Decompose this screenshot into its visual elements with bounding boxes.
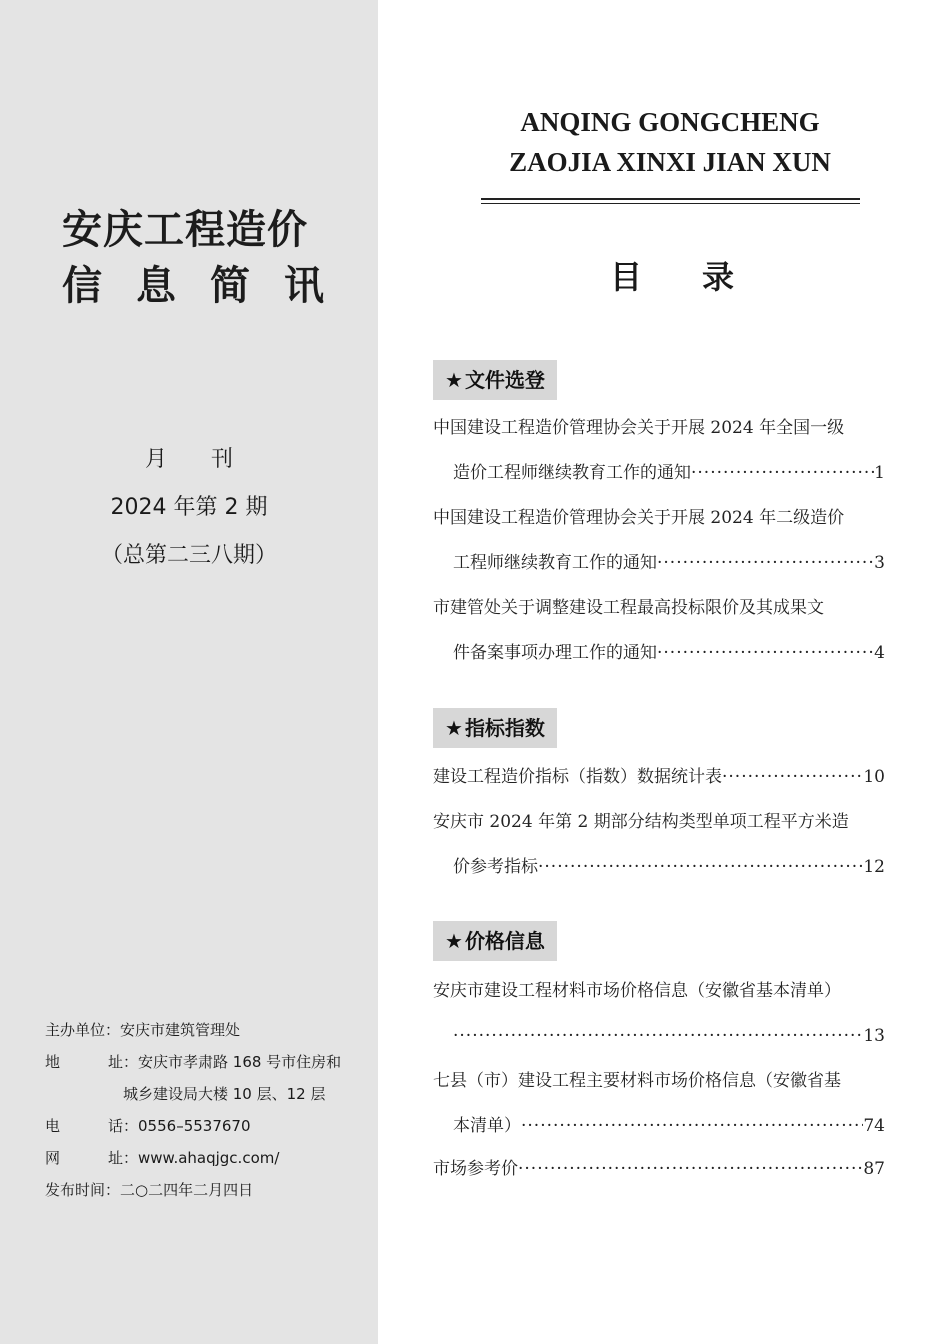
phone-value: 0556–5537670: [138, 1117, 251, 1135]
section-header-prices: ★ 价格信息: [433, 921, 557, 961]
toc-entry[interactable]: 七县（市）建设工程主要材料市场价格信息（安徽省基 本清单） ····· 74: [433, 1069, 885, 1159]
toc-entry[interactable]: 市场参考价 ····· 87: [433, 1157, 885, 1202]
page-number: 4: [874, 643, 885, 663]
address-value-line2: 城乡建设局大楼 10 层、12 层: [123, 1085, 326, 1103]
phone-label: 电 话: [45, 1117, 123, 1135]
page-number: 10: [863, 767, 885, 787]
page-number: 74: [863, 1116, 885, 1136]
toc-entry[interactable]: 中国建设工程造价管理协会关于开展 2024 年二级造价 工程师继续教育工作的通知 ····· 3: [433, 506, 885, 596]
organizer-value: 安庆市建筑管理处: [120, 1021, 241, 1039]
magazine-title-line2: 信 息 简 讯: [62, 263, 324, 309]
section-header-indicators: ★ 指标指数: [433, 708, 557, 748]
page-number: 87: [863, 1159, 885, 1179]
phone-row: 电 话 ： 0556–5537670: [45, 1110, 375, 1142]
organizer-label: 主办单位: [45, 1021, 106, 1039]
publish-date-value: 二○二四年二月四日: [120, 1181, 254, 1199]
website-label: 网 址: [45, 1149, 123, 1167]
star-icon: ★: [445, 929, 463, 953]
toc-entry[interactable]: 安庆市 2024 年第 2 期部分结构类型单项工程平方米造 价参考指标 ····· 12: [433, 810, 885, 900]
address-row-continued: [45, 1078, 375, 1110]
toc-entry[interactable]: 安庆市建设工程材料市场价格信息（安徽省基本清单） ····· 13: [433, 979, 885, 1069]
divider-thick: [481, 198, 860, 200]
english-title: [470, 102, 870, 182]
publication-frequency: 月 刊: [144, 447, 234, 472]
website-value: www.ahaqjgc.com/: [138, 1149, 280, 1167]
publish-date-row: 发布时间 ： 二○二四年二月四日: [45, 1174, 375, 1206]
page-number: 1: [874, 463, 885, 483]
address-value-line1: 安庆市孝肃路 168 号市住房和: [138, 1053, 342, 1071]
total-issue-number: （总第二三八期）: [100, 543, 277, 568]
magazine-title-line1: 安庆工程造价: [62, 207, 308, 253]
divider-thin: [481, 203, 860, 204]
address-row: 地 址 ： 安庆市孝肃路 168 号市住房和: [45, 1046, 375, 1078]
toc-entry[interactable]: 建设工程造价指标（指数）数据统计表 ····· 10: [433, 765, 885, 810]
page-number: 12: [863, 857, 885, 877]
publisher-info: [45, 1014, 375, 1206]
organizer-row: 主办单位 ： 安庆市建筑管理处: [45, 1014, 375, 1046]
page-number: 3: [874, 553, 885, 573]
toc-entry[interactable]: 市建管处关于调整建设工程最高投标限价及其成果文 件备案事项办理工作的通知 ····· 4: [433, 596, 885, 686]
toc-title: 目 录: [610, 258, 734, 296]
issue-number: 2024 年第 2 期: [110, 495, 268, 520]
page-number: 13: [863, 1026, 885, 1046]
magazine-title: [62, 202, 332, 314]
english-title-line1: ANQING GONGCHENG: [520, 107, 820, 137]
star-icon: ★: [445, 368, 463, 392]
website-row: 网 址 ： www.ahaqjgc.com/: [45, 1142, 375, 1174]
section-header-documents: ★ 文件选登: [433, 360, 557, 400]
english-title-line2: ZAOJIA XINXI JIAN XUN: [509, 147, 831, 177]
address-label: 地 址: [45, 1053, 123, 1071]
publish-date-label: 发布时间: [45, 1181, 106, 1199]
toc-entry[interactable]: 中国建设工程造价管理协会关于开展 2024 年全国一级 造价工程师继续教育工作的通知 ····· 1: [433, 416, 885, 506]
star-icon: ★: [445, 716, 463, 740]
